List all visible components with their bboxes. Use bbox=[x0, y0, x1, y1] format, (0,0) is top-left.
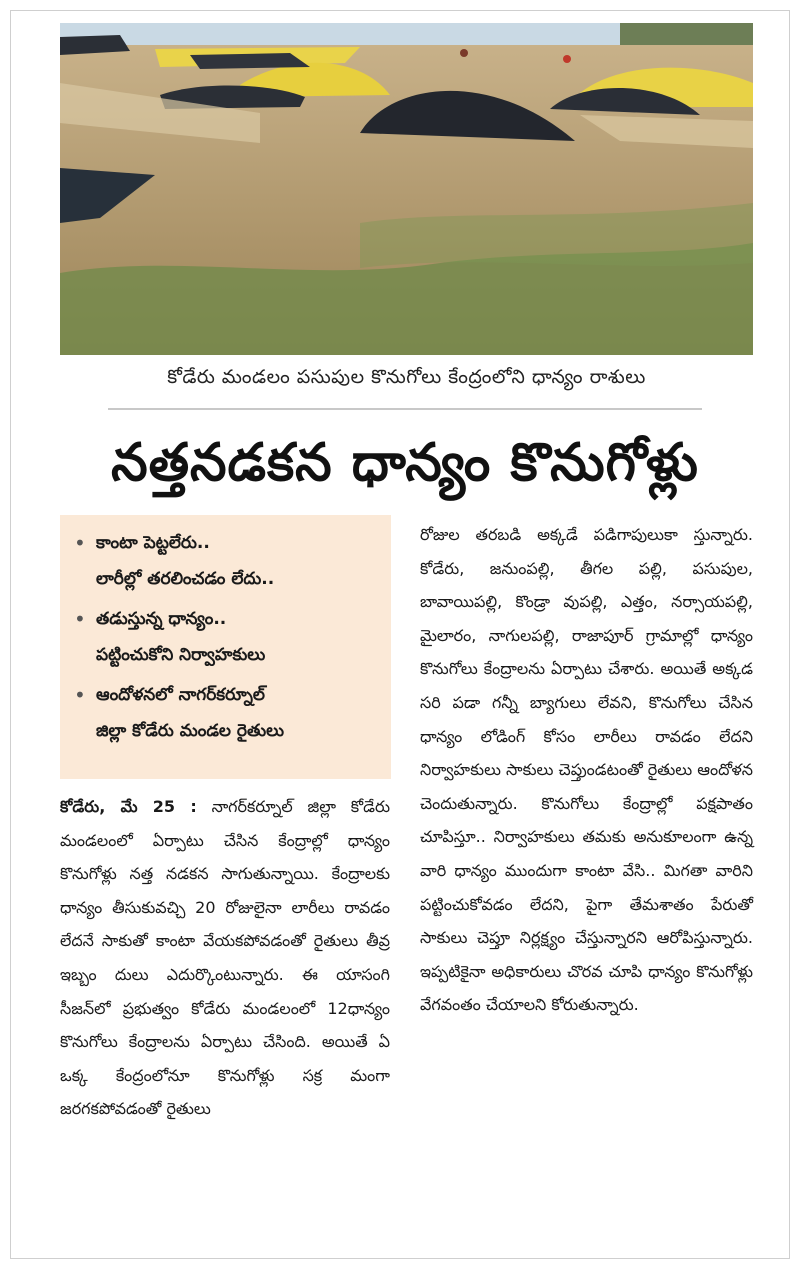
dateline: కోడేరు, మే 25 : bbox=[60, 797, 197, 816]
photo-caption: కోడేరు మండలం పసుపుల కొనుగోలు కేంద్రంలోని ధాన్యం రాశులు bbox=[167, 366, 646, 388]
caption-divider bbox=[108, 408, 702, 410]
highlight-line: పట్టించుకోని నిర్వాహకులు bbox=[96, 645, 266, 665]
highlight-line: ఆందోళనలో నాగర్‌కర్నూల్ bbox=[96, 685, 265, 705]
highlight-line: లారీల్లో తరలించడం లేదు.. bbox=[96, 569, 275, 589]
highlight-item bbox=[74, 677, 383, 749]
highlight-line: తడుస్తున్న ధాన్యం.. bbox=[96, 609, 227, 629]
highlight-item bbox=[74, 525, 383, 597]
article-body-left: నాగర్‌కర్నూల్ జిల్లా కోడేరు మండలంలో ఏర్పాటు చేసిన కేంద్రాల్లో ధాన్యం కొనుగోళ్లు నత్త నడకన సాగుతున్నాయి. కేంద్రాలకు ధాన్యం తీసుకువచ్చి 20 రోజులైనా లారీలు రావడం లేదనే సాకుతో కాంటా వేయకపోవడంతో రైతులు తీవ్ర ఇబ్బం దులు ఎదుర్కొంటున్నారు. ఈ యాసంగి సీజన్‌లో ప్రభుత్వం కోడేరు మండలంలో 12ధాన్యం కొనుగోలు కేంద్రాలను ఏర్పాటు చేసింది. అయితే ఏ ఒక్క కేంద్రంలోనూ కొనుగోళ్లు సక్ర మంగా జరగకపోవడంతో రైతులు bbox=[60, 797, 390, 1119]
article-column-left bbox=[60, 790, 390, 1126]
highlights-box bbox=[60, 515, 391, 779]
photo-worker bbox=[563, 55, 571, 63]
photo-tarp bbox=[190, 53, 310, 69]
headline: నత్తనడకన ధాన్యం కొనుగోళ్లు bbox=[111, 433, 699, 493]
highlight-item bbox=[74, 601, 383, 673]
photo-worker bbox=[460, 49, 468, 57]
highlight-line: జిల్లా కోడేరు మండల రైతులు bbox=[96, 721, 285, 741]
bullet-icon: • bbox=[74, 607, 86, 631]
news-photo bbox=[60, 23, 753, 355]
article-column-right: రోజుల తరబడి అక్కడే పడిగాపులుకా స్తున్నారు. కోడేరు, జనుంపల్లి, తీగల పల్లి, పసుపుల, బావాయిపల్లి, కొండ్రా వుపల్లి, ఎత్తం, నర్సాయపల్లి, మైలారం, నాగులపల్లి, రాజాపూర్ గ్రామాల్లో ధాన్యం కొనుగోలు కేంద్రాలను ఏర్పాటు చేశారు. అయితే అక్కడ సరి పడా గన్నీ బ్యాగులు లేవని, కొనుగోలు చేసిన ధాన్యం లోడింగ్ కోసం లారీలు రావడం లేదని నిర్వాహకులు సాకులు చెప్తుండటంతో రైతులు ఆందోళన చెందుతున్నారు. కొనుగోలు కేంద్రాల్లో పక్షపాతం చూపిస్తూ.. నిర్వాహకులు తమకు అనుకూలంగా ఉన్న వారి ధాన్యం ముందుగా కాంటా వేసి.. మిగతా వారిని పట్టించుకోవడం లేదని, పైగా తేమశాతం పేరుతో సాకులు చెప్తూ నిర్లక్ష్యం చేస్తున్నారని ఆరోపిస్తున్నారు. ఇప్పటికైనా అధికారులు చొరవ చూపి ధాన్యం కొనుగోళ్లు వేగవంతం చేయాలని కోరుతున్నారు. bbox=[420, 525, 753, 1015]
bullet-icon: • bbox=[74, 683, 86, 707]
highlight-line: కాంటా పెట్టలేరు.. bbox=[96, 533, 210, 553]
bullet-icon: • bbox=[74, 531, 86, 555]
